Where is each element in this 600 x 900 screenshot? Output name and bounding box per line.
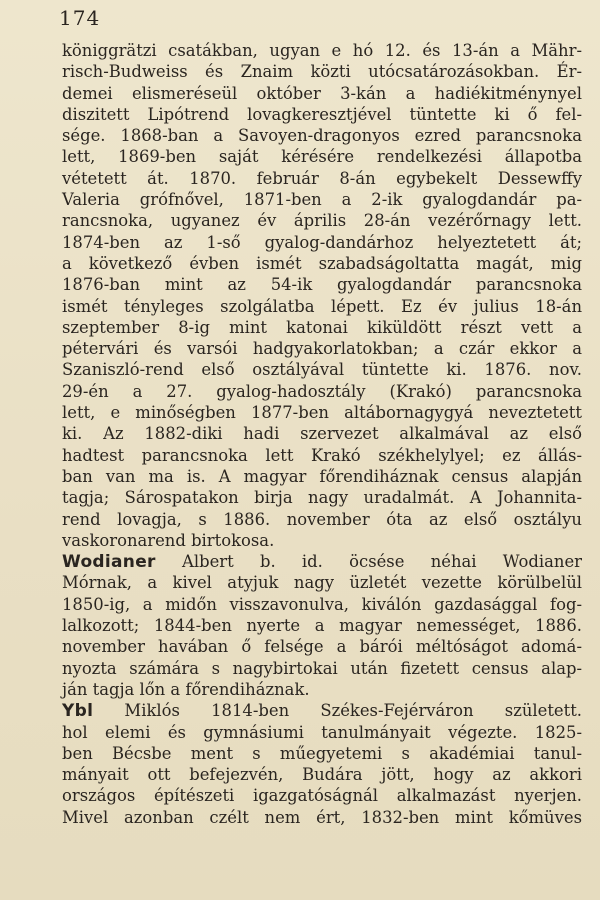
line-text: november havában ő felsége a bárói méltóságot adomá-	[62, 637, 582, 657]
entry-name: Ybl	[62, 701, 94, 722]
line-text: Szaniszló-rend első osztályával tüntette ki. 1876. nov.	[62, 360, 582, 380]
line-text: ban van ma is. A magyar főrendiháznak census alapján	[62, 466, 582, 486]
text-line	[62, 423, 582, 444]
line-text: Miklós 1814-ben Székes-Fejérváron született.	[93, 701, 582, 721]
entry-heading-line	[62, 551, 582, 572]
line-text: a következő évben ismét szabadságoltatta magát, mig	[62, 253, 582, 273]
line-text: risch-Budweiss és Znaim közti utócsatározásokban. Ér-	[62, 62, 582, 82]
line-text: Valeria grófnővel, 1871-ben a 2-ik gyalogdandár pa-	[62, 190, 582, 210]
line-text: Mórnak, a kivel atyjuk nagy üzletét vezette körülbelül	[62, 573, 582, 593]
text-line	[62, 679, 582, 700]
line-text: nyozta számára s nagybirtokai után fizetett census alap-	[62, 658, 582, 678]
text-line	[62, 189, 582, 210]
text-line	[62, 572, 582, 593]
text-line	[62, 253, 582, 274]
text-line	[62, 104, 582, 125]
line-text: lett, e minőségben 1877-ben altábornagygyá neveztetett	[62, 403, 582, 423]
line-text: ján tagja lőn a főrendiháznak.	[62, 679, 310, 699]
entry-heading-line	[62, 700, 582, 721]
line-text: 1876-ban mint az 54-ik gyalogdandár parancsnoka	[62, 275, 582, 295]
text-line	[62, 317, 582, 338]
text-line	[62, 296, 582, 317]
line-text: ben Bécsbe ment s műegyetemi s akadémiai tanul-	[62, 743, 582, 763]
text-line	[62, 743, 582, 764]
text-line	[62, 636, 582, 657]
line-text: königgrätzi csatákban, ugyan e hó 12. és 13-án a Mähr-	[62, 41, 582, 60]
text-line	[62, 381, 582, 402]
line-text: demei elismeréseül október 3-kán a hadiékitménynyel	[62, 83, 582, 103]
text-line	[62, 722, 582, 743]
line-text: 29-én a 27. gyalog-hadosztály (Krakó) parancsnoka	[62, 381, 582, 401]
line-text: Mivel azonban czélt nem ért, 1832-ben mint kőmüves	[62, 807, 582, 827]
page-number: 174	[59, 6, 101, 30]
text-line	[62, 807, 582, 828]
text-line	[62, 359, 582, 380]
text-line	[62, 338, 582, 359]
line-text: hadtest parancsnoka lett Krakó székhelylyel; ez állás-	[62, 445, 582, 465]
line-text: országos építészeti igazgatóságnál alkalmazást nyerjen.	[62, 786, 582, 806]
line-text: ki. Az 1882-diki hadi szervezet alkalmával az első	[62, 424, 582, 444]
line-text: szeptember 8-ig mint katonai kiküldött részt vett a	[62, 317, 582, 337]
entry-name: Wodianer	[62, 552, 156, 573]
line-text: rend lovagja, s 1886. november óta az első osztályu	[62, 509, 582, 529]
body-text	[62, 40, 582, 828]
line-text: hol elemi és gymnásiumi tanulmányait végezte. 1825-	[62, 722, 582, 742]
text-line	[62, 274, 582, 295]
text-line	[62, 402, 582, 423]
line-text: Albert b. id. öcsése néhai Wodianer	[155, 552, 582, 572]
line-text: lett, 1869-ben saját kérésére rendelkezési állapotba	[62, 147, 582, 167]
text-line	[62, 40, 582, 61]
line-text: vétetett át. 1870. február 8-án egybekelt Dessewffy	[62, 168, 582, 188]
line-text: pétervári és varsói hadgyakorlatokban; a czár ekkor a	[62, 339, 582, 359]
text-line	[62, 61, 582, 82]
text-line	[62, 168, 582, 189]
text-line	[62, 210, 582, 231]
line-text: lalkozott; 1844-ben nyerte a magyar nemességet, 1886.	[62, 616, 582, 636]
text-line	[62, 594, 582, 615]
text-line	[62, 615, 582, 636]
line-text: tagja; Sárospatakon birja nagy uradalmát. A Johannita-	[62, 488, 582, 508]
text-line	[62, 83, 582, 104]
line-text: sége. 1868-ban a Savoyen-dragonyos ezred parancsnoka	[62, 126, 582, 146]
text-line	[62, 232, 582, 253]
line-text: diszitett Lipótrend lovagkeresztjével tüntette ki ő fel-	[62, 104, 582, 124]
text-line	[62, 466, 582, 487]
text-line	[62, 487, 582, 508]
line-text: ismét tényleges szolgálatba lépett. Ez év julius 18-án	[62, 296, 582, 316]
text-line	[62, 509, 582, 530]
line-text: 1850-ig, a midőn visszavonulva, kiválón gazdasággal fog-	[62, 594, 582, 614]
line-text: 1874-ben az 1-ső gyalog-dandárhoz helyeztetett át;	[62, 232, 582, 252]
text-line	[62, 125, 582, 146]
text-line	[62, 146, 582, 167]
text-line	[62, 764, 582, 785]
text-line	[62, 530, 582, 551]
text-line	[62, 658, 582, 679]
line-text: mányait ott befejezvén, Budára jött, hogy az akkori	[62, 765, 582, 785]
text-line	[62, 785, 582, 806]
text-line	[62, 445, 582, 466]
line-text: rancsnoka, ugyanez év április 28-án vezérőrnagy lett.	[62, 211, 582, 231]
line-text: vaskoronarend birtokosa.	[62, 530, 275, 550]
